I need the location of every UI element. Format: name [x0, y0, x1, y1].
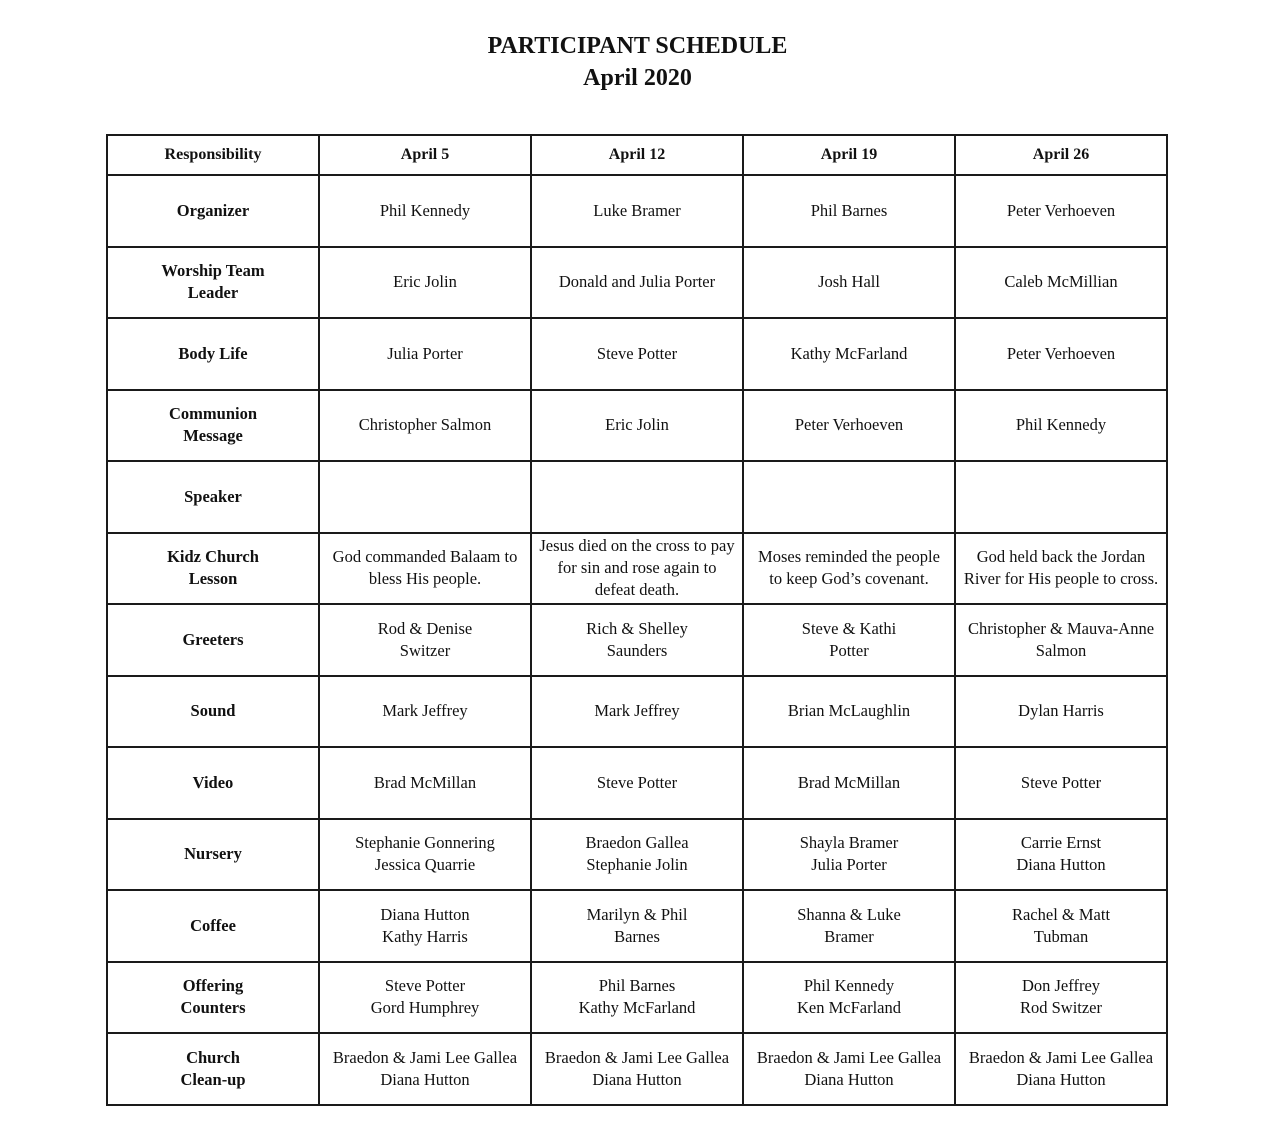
schedule-cell: Steve & Kathi Potter: [743, 604, 955, 676]
schedule-cell: Rich & Shelley Saunders: [531, 604, 743, 676]
schedule-cell: Rachel & Matt Tubman: [955, 890, 1167, 962]
schedule-cell: [743, 461, 955, 533]
table-row: [107, 676, 1167, 748]
table-row: [107, 390, 1167, 462]
schedule-cell: Steve Potter: [531, 318, 743, 390]
schedule-cell: Rod & Denise Switzer: [319, 604, 531, 676]
table-row: [107, 747, 1167, 819]
schedule-cell: Braedon Gallea Stephanie Jolin: [531, 819, 743, 891]
schedule-cell: Phil Barnes: [743, 175, 955, 247]
schedule-cell: Peter Verhoeven: [955, 175, 1167, 247]
schedule-cell: Phil Kennedy: [955, 390, 1167, 462]
header-row: [107, 135, 1167, 175]
row-responsibility-label: Communion Message: [107, 390, 319, 462]
table-row: [107, 247, 1167, 319]
header-date: April 19: [743, 135, 955, 175]
schedule-cell: Braedon & Jami Lee Gallea Diana Hutton: [743, 1033, 955, 1105]
schedule-cell: Peter Verhoeven: [955, 318, 1167, 390]
document-header: [0, 30, 1275, 94]
schedule-cell: Caleb McMillian: [955, 247, 1167, 319]
schedule-cell: [531, 461, 743, 533]
schedule-cell: Luke Bramer: [531, 175, 743, 247]
schedule-cell: Steve Potter: [531, 747, 743, 819]
header-date: April 26: [955, 135, 1167, 175]
row-responsibility-label: Church Clean-up: [107, 1033, 319, 1105]
schedule-cell: Dylan Harris: [955, 676, 1167, 748]
schedule-cell: [319, 461, 531, 533]
header-responsibility: Responsibility: [107, 135, 319, 175]
schedule-cell: Julia Porter: [319, 318, 531, 390]
table-row: [107, 604, 1167, 676]
schedule-cell: [955, 461, 1167, 533]
document-subtitle: April 2020: [583, 65, 692, 91]
table-row: [107, 962, 1167, 1034]
schedule-cell: Stephanie Gonnering Jessica Quarrie: [319, 819, 531, 891]
schedule-cell: Braedon & Jami Lee Gallea Diana Hutton: [319, 1033, 531, 1105]
row-responsibility-label: Kidz Church Lesson: [107, 533, 319, 605]
schedule-cell: Christopher Salmon: [319, 390, 531, 462]
row-responsibility-label: Organizer: [107, 175, 319, 247]
row-responsibility-label: Nursery: [107, 819, 319, 891]
table-row: [107, 533, 1167, 605]
schedule-table: [106, 134, 1168, 1106]
schedule-cell: Steve Potter: [955, 747, 1167, 819]
schedule-cell: Marilyn & Phil Barnes: [531, 890, 743, 962]
table-row: [107, 1033, 1167, 1105]
row-responsibility-label: Worship Team Leader: [107, 247, 319, 319]
schedule-cell: Brian McLaughlin: [743, 676, 955, 748]
row-responsibility-label: Video: [107, 747, 319, 819]
table-row: [107, 819, 1167, 891]
header-date: April 5: [319, 135, 531, 175]
schedule-cell: Steve Potter Gord Humphrey: [319, 962, 531, 1034]
schedule-cell: Mark Jeffrey: [319, 676, 531, 748]
schedule-cell: Phil Kennedy Ken McFarland: [743, 962, 955, 1034]
header-date: April 12: [531, 135, 743, 175]
schedule-cell: Jesus died on the cross to pay for sin and rose again to defeat death.: [531, 533, 743, 605]
schedule-cell: Eric Jolin: [531, 390, 743, 462]
table-header: [107, 135, 1167, 175]
table-body: [107, 175, 1167, 1105]
schedule-cell: Eric Jolin: [319, 247, 531, 319]
schedule-cell: Shanna & Luke Bramer: [743, 890, 955, 962]
schedule-cell: Brad McMillan: [743, 747, 955, 819]
schedule-cell: Moses reminded the people to keep God’s covenant.: [743, 533, 955, 605]
row-responsibility-label: Coffee: [107, 890, 319, 962]
row-responsibility-label: Greeters: [107, 604, 319, 676]
schedule-cell: Don Jeffrey Rod Switzer: [955, 962, 1167, 1034]
table-row: [107, 461, 1167, 533]
row-responsibility-label: Speaker: [107, 461, 319, 533]
schedule-cell: Brad McMillan: [319, 747, 531, 819]
table-row: [107, 890, 1167, 962]
schedule-cell: Mark Jeffrey: [531, 676, 743, 748]
schedule-cell: Braedon & Jami Lee Gallea Diana Hutton: [955, 1033, 1167, 1105]
document-title: PARTICIPANT SCHEDULE: [487, 33, 788, 59]
schedule-cell: Diana Hutton Kathy Harris: [319, 890, 531, 962]
row-responsibility-label: Offering Counters: [107, 962, 319, 1034]
schedule-cell: Josh Hall: [743, 247, 955, 319]
schedule-cell: Donald and Julia Porter: [531, 247, 743, 319]
table-row: [107, 175, 1167, 247]
schedule-cell: Phil Kennedy: [319, 175, 531, 247]
row-responsibility-label: Body Life: [107, 318, 319, 390]
schedule-cell: Carrie Ernst Diana Hutton: [955, 819, 1167, 891]
schedule-cell: God held back the Jordan River for His people to cross.: [955, 533, 1167, 605]
schedule-cell: Christopher & Mauva-Anne Salmon: [955, 604, 1167, 676]
row-responsibility-label: Sound: [107, 676, 319, 748]
schedule-cell: Phil Barnes Kathy McFarland: [531, 962, 743, 1034]
schedule-cell: Kathy McFarland: [743, 318, 955, 390]
schedule-cell: God commanded Balaam to bless His people.: [319, 533, 531, 605]
schedule-cell: Peter Verhoeven: [743, 390, 955, 462]
schedule-cell: Braedon & Jami Lee Gallea Diana Hutton: [531, 1033, 743, 1105]
table-row: [107, 318, 1167, 390]
schedule-cell: Shayla Bramer Julia Porter: [743, 819, 955, 891]
